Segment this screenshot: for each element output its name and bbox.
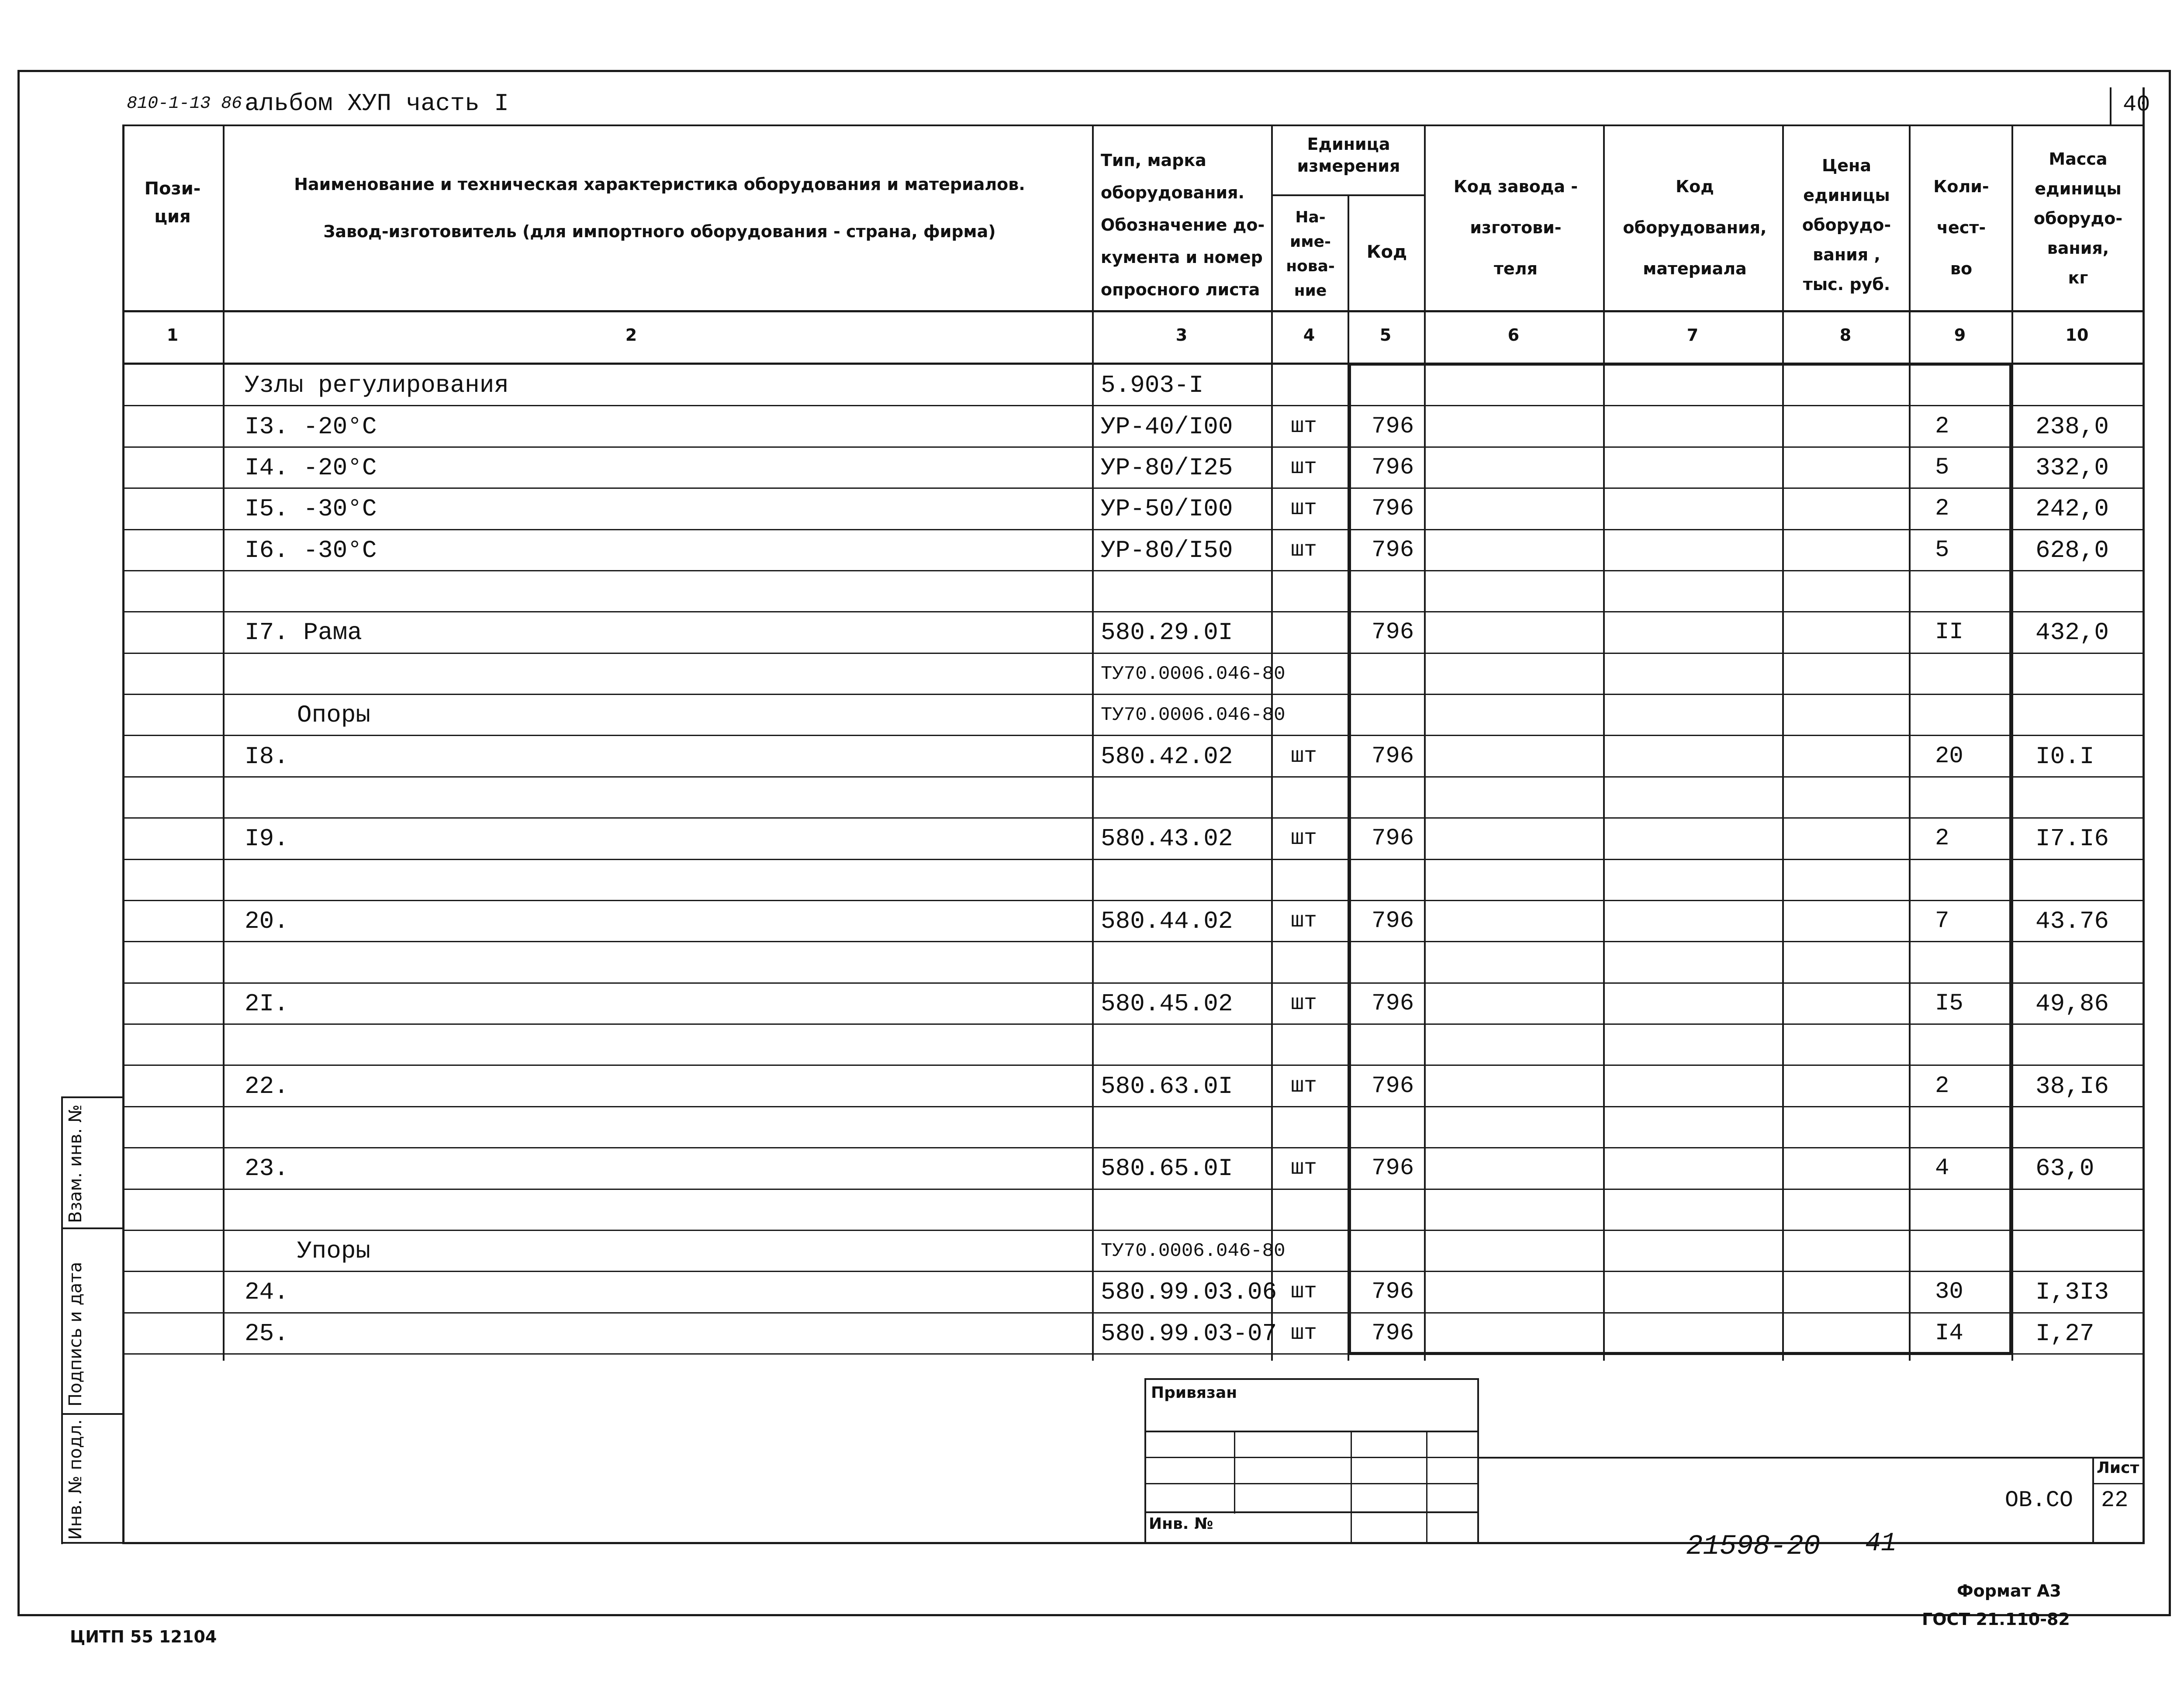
stamp-col-3 (1426, 1431, 1427, 1544)
table-row-line (122, 817, 2143, 819)
col4-header (1273, 205, 1348, 303)
col-number: 1 (166, 325, 179, 345)
table-cell-unit: шт (1291, 991, 1317, 1016)
table-row-line (122, 611, 2143, 612)
table-cell-name: 20. (245, 907, 289, 935)
table-cell-unit: шт (1291, 414, 1317, 439)
col10-header (2014, 144, 2143, 293)
frame-left (17, 70, 20, 1616)
table-cell-type: 580.65.0I (1101, 1155, 1233, 1182)
table-cell-unit: шт (1291, 1074, 1317, 1099)
stamp-top (1144, 1378, 1479, 1380)
col8-header-text: тыс. руб. (1803, 275, 1890, 294)
col-number: 9 (1954, 325, 1966, 345)
col6-header-text: теля (1493, 259, 1538, 278)
format-label: Формат А3 (1957, 1581, 2061, 1601)
table-cell-type: 580.45.02 (1101, 990, 1233, 1018)
table-cell-type: УР-80/I50 (1101, 536, 1233, 564)
table-row-line (122, 529, 2143, 530)
table-cell-qty: II (1935, 619, 1963, 646)
col-number: 7 (1686, 325, 1699, 345)
table-cell-qty: 4 (1935, 1155, 1949, 1182)
col9-header-text: во (1950, 259, 1973, 278)
col8-header-text: вания , (1813, 245, 1880, 264)
side-stamp-bottom (61, 1542, 122, 1544)
table-cell-mass: 628,0 (2035, 536, 2109, 564)
col8-header-text: оборудо- (1802, 215, 1891, 235)
table-cell-type: 580.42.02 (1101, 743, 1233, 771)
bound-label: Привязан (1151, 1384, 1237, 1402)
col1-header: Пози-ция (144, 179, 201, 227)
col8-header (1784, 151, 1909, 299)
table-cell-qty: 2 (1935, 1073, 1949, 1099)
page-number: 40 (2123, 92, 2150, 118)
stamp-line-1 (1144, 1431, 1479, 1432)
table-row-line (122, 776, 2143, 778)
doc-mark: ОВ.СО (2005, 1487, 2073, 1513)
col10-header-text: единицы (2035, 179, 2122, 198)
table-cell-type: УР-50/I00 (1101, 495, 1233, 523)
col3-header-text: оборудования. (1101, 183, 1244, 202)
table-top (122, 124, 2143, 126)
table-cell-mass: 38,I6 (2035, 1072, 2109, 1100)
col4-header-text: нова- (1286, 257, 1335, 275)
table-cell-code: 796 (1372, 908, 1414, 934)
table-cell-name: Упоры (297, 1237, 371, 1265)
page-box-left (2110, 87, 2111, 126)
table-cell-type: ТУ70.0006.046-80 (1101, 704, 1286, 726)
col9-header (1911, 166, 2011, 289)
table-cell-code: 796 (1372, 454, 1414, 481)
table-cell-mass: 63,0 (2035, 1155, 2094, 1182)
table-cell-name: I6. -30°С (245, 536, 377, 564)
table-cell-unit: шт (1291, 496, 1317, 521)
table-cell-name: Опоры (297, 701, 371, 729)
table-cell-qty: 7 (1935, 908, 1949, 934)
col3-header-text: кумента и номер (1101, 248, 1263, 267)
sheet-number: 22 (2101, 1487, 2129, 1513)
table-row-line (122, 1147, 2143, 1148)
table-cell-name: I4. -20°С (245, 454, 377, 482)
table-cell-type: УР-80/I25 (1101, 454, 1233, 482)
unit-group-text: измерения (1297, 156, 1400, 176)
table-cell-mass: 242,0 (2035, 495, 2109, 523)
titleblock-top (1479, 1457, 2143, 1459)
table-cell-qty: I4 (1935, 1320, 1963, 1347)
table-cell-unit: шт (1291, 744, 1317, 769)
table-row-line (122, 982, 2143, 984)
stamp-left (1144, 1378, 1146, 1544)
table-cell-name: I3. -20°С (245, 413, 377, 441)
table-cell-name: I7. Рама (245, 619, 362, 646)
side-stamp-left (61, 1096, 63, 1544)
table-cell-name: 2I. (245, 990, 289, 1018)
frame-top (17, 70, 2171, 72)
table-cell-type: ТУ70.0006.046-80 (1101, 663, 1286, 685)
col8-header-text: Цена (1822, 156, 1871, 175)
table-cell-code: 796 (1372, 1320, 1414, 1347)
table-row-line (122, 405, 2143, 406)
table-cell-type: 580.43.02 (1101, 825, 1233, 853)
table-cell-mass: 332,0 (2035, 454, 2109, 482)
col7-header-text: оборудования, (1623, 218, 1767, 237)
table-cell-mass: 432,0 (2035, 619, 2109, 646)
table-cell-name: I9. (245, 825, 289, 853)
table-row-line (122, 446, 2143, 448)
table-row-line (122, 1353, 2143, 1355)
inner-left (122, 124, 124, 1544)
table-cell-name: 25. (245, 1320, 289, 1348)
table-cell-unit: шт (1291, 538, 1317, 563)
table-cell-name: 24. (245, 1278, 289, 1306)
col8-header-text: единицы (1803, 186, 1890, 205)
album-title: альбом ХУП часть I (245, 90, 509, 118)
col-number: 10 (2065, 325, 2089, 345)
table-cell-type: 580.99.03-07 (1101, 1320, 1277, 1348)
header-bottom (122, 310, 2143, 312)
table-cell-code: 796 (1372, 1279, 1414, 1305)
table-cell-code: 796 (1372, 1155, 1414, 1182)
table-row-line (122, 900, 2143, 901)
col3-header (1101, 144, 1267, 306)
gost-label: ГОСТ 21.110-82 (1922, 1610, 2070, 1629)
col10-header-text: Масса (2049, 149, 2108, 169)
col10-header-text: кг (2068, 268, 2088, 287)
table-cell-code: 796 (1372, 825, 1414, 852)
table-row-line (122, 1023, 2143, 1025)
table-cell-unit: шт (1291, 1279, 1317, 1304)
side-stamp-div1 (61, 1227, 122, 1229)
col-number: 3 (1175, 325, 1188, 345)
col7-header-text: материала (1643, 259, 1747, 278)
sheet-label: Лист (2097, 1459, 2139, 1477)
table-cell-name: Узлы регулирования (245, 371, 509, 399)
frame-right (2169, 70, 2171, 1616)
table-cell-unit: шт (1291, 1321, 1317, 1346)
table-cell-qty: 2 (1935, 413, 1949, 440)
table-cell-mass: I,27 (2035, 1320, 2094, 1348)
table-cell-unit: шт (1291, 826, 1317, 851)
table-cell-qty: 5 (1935, 537, 1949, 563)
bold-left (1348, 363, 1351, 1354)
table-cell-code: 796 (1372, 495, 1414, 522)
table-cell-name: I5. -30°С (245, 495, 377, 523)
table-cell-type: УР-40/I00 (1101, 413, 1233, 441)
unit-divider (1271, 194, 1426, 196)
col6-header (1428, 166, 1603, 289)
col10-header-text: оборудо- (2033, 209, 2123, 228)
col9-header-text: Коли- (1933, 177, 1989, 196)
col3-header-text: Тип, марка (1101, 151, 1206, 170)
table-cell-code: 796 (1372, 1073, 1414, 1099)
table-cell-qty: 30 (1935, 1279, 1963, 1305)
stamp-col-2 (1351, 1431, 1352, 1544)
table-cell-type: 5.903-I (1101, 371, 1204, 399)
numbers-bottom (122, 363, 2143, 365)
table-row-line (122, 1230, 2143, 1231)
col-number: 2 (625, 325, 637, 345)
table-cell-code: 796 (1372, 990, 1414, 1017)
col-number: 6 (1507, 325, 1520, 345)
table-cell-type: 580.44.02 (1101, 907, 1233, 935)
table-row-line (122, 1065, 2143, 1066)
inv-label: Инв. № (1149, 1515, 1213, 1533)
table-row-line (122, 653, 2143, 654)
stamp-line-4 (1144, 1511, 1479, 1513)
doc-code: 810-1-13 86 (127, 94, 242, 114)
col6-header-text: Код завода - (1453, 177, 1578, 196)
table-row-line (122, 1271, 2143, 1272)
side-label-podpis: Подпись и дата (66, 1262, 86, 1407)
table-cell-code: 796 (1372, 537, 1414, 563)
table-row-line (122, 1312, 2143, 1314)
table-cell-name: 23. (245, 1155, 289, 1182)
col4-header-text: ние (1294, 282, 1327, 300)
table-cell-code: 796 (1372, 413, 1414, 440)
table-row-line (122, 1189, 2143, 1190)
table-cell-code: 796 (1372, 619, 1414, 646)
table-cell-qty: 5 (1935, 454, 1949, 481)
table-row-line (122, 941, 2143, 942)
col7-header-text: Код (1676, 177, 1714, 196)
stamp-right (1477, 1378, 1479, 1544)
sheet-box-divider (2092, 1483, 2143, 1484)
table-row-line (122, 487, 2143, 489)
sheet-box-left (2092, 1457, 2094, 1544)
col-number: 8 (1839, 325, 1852, 345)
table-cell-mass: 49,86 (2035, 990, 2109, 1018)
col3-header-text: опросного листа (1101, 280, 1260, 299)
table-cell-unit: шт (1291, 1156, 1317, 1181)
handwritten-number: 21598-20 (1686, 1531, 1821, 1563)
table-row-line (122, 859, 2143, 860)
col6-header-text: изготови- (1470, 218, 1562, 237)
handwritten-sheet: 41 (1865, 1529, 1897, 1559)
bold-right (2009, 363, 2013, 1354)
table-cell-type: 580.63.0I (1101, 1072, 1233, 1100)
col-number: 4 (1303, 325, 1315, 345)
table-cell-mass: 43.76 (2035, 907, 2109, 935)
unit-group-text: Единица (1307, 135, 1390, 154)
table-cell-unit: шт (1291, 909, 1317, 933)
side-stamp-div2 (61, 1413, 122, 1415)
col4-header-text: На- (1295, 208, 1326, 226)
col4-header-text: име- (1289, 233, 1331, 251)
table-cell-mass: I7.I6 (2035, 825, 2109, 853)
printer-label: ЦИТП 55 12104 (70, 1627, 217, 1646)
col3-header-text: Обозначение до- (1101, 215, 1265, 235)
table-cell-qty: 2 (1935, 825, 1949, 852)
stamp-line-3 (1144, 1483, 1479, 1484)
table-cell-code: 796 (1372, 743, 1414, 770)
col2-header-line2: Завод-изготовитель (для импортного оборудования - страна, фирма) (323, 222, 996, 241)
table-row-line (122, 694, 2143, 695)
side-label-inv: Инв. № подл. (66, 1419, 86, 1540)
table-cell-qty: 20 (1935, 743, 1963, 770)
col-number: 5 (1379, 325, 1392, 345)
table-cell-qty: I5 (1935, 990, 1963, 1017)
table-cell-name: 22. (245, 1072, 289, 1100)
side-label-vzam: Взам. инв. № (66, 1104, 86, 1223)
table-cell-type: 580.29.0I (1101, 619, 1233, 646)
table-row-line (122, 1106, 2143, 1107)
stamp-col-1 (1234, 1431, 1235, 1514)
table-cell-name: I8. (245, 743, 289, 771)
col5-header: Код (1366, 242, 1407, 262)
col2-header-line1: Наименование и техническая характеристика оборудования и материалов. (294, 175, 1025, 194)
inner-bottom (122, 1542, 2145, 1544)
col9-header-text: чест- (1936, 218, 1986, 237)
inner-right (2143, 87, 2145, 1544)
side-stamp-top (61, 1096, 122, 1098)
table-cell-mass: 238,0 (2035, 413, 2109, 441)
table-row-line (122, 735, 2143, 736)
frame-bottom (17, 1614, 2171, 1616)
table-cell-qty: 2 (1935, 495, 1949, 522)
stamp-line-2 (1144, 1457, 1479, 1458)
table-cell-mass: I,3I3 (2035, 1278, 2109, 1306)
unit-group-header (1273, 133, 1424, 177)
table-row-line (122, 570, 2143, 571)
col10-header-text: вания, (2047, 239, 2109, 258)
table-cell-unit: шт (1291, 455, 1317, 480)
table-cell-mass: I0.I (2035, 743, 2094, 771)
table-cell-type: 580.99.03.06 (1101, 1278, 1277, 1306)
table-cell-type: ТУ70.0006.046-80 (1101, 1240, 1286, 1262)
col7-header (1607, 166, 1782, 289)
